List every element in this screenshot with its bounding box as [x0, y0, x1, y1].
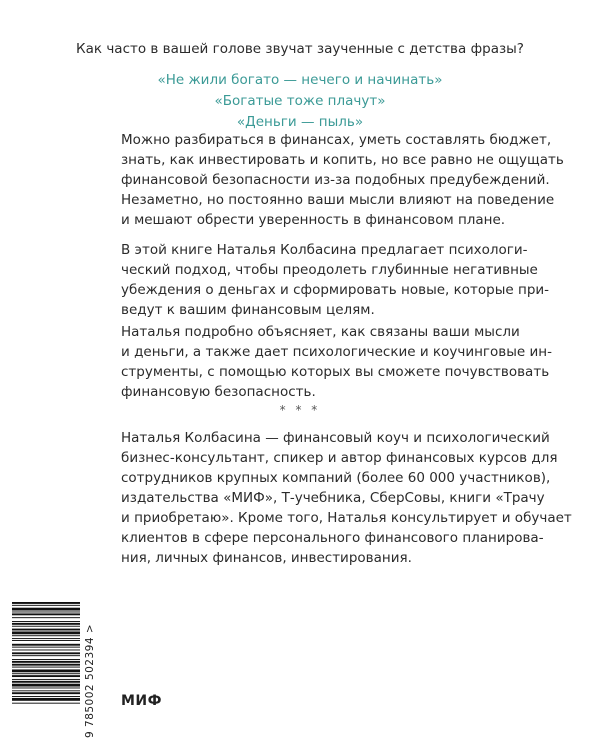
barcode-bar	[12, 661, 80, 663]
quote-1: «Не жили богато — нечего и начинать»	[157, 72, 443, 88]
author-bio	[121, 428, 572, 568]
paragraph-line: и приобретаю». Кроме того, Наталья консультирует и обучает	[121, 510, 572, 526]
barcode-bars	[12, 600, 84, 738]
paragraph-line: ведут к вашим финансовым целям.	[121, 302, 375, 318]
barcode-bar	[12, 629, 80, 631]
paragraph-line: Можно разбираться в финансах, уметь составлять бюджет,	[121, 132, 552, 148]
quote-2: «Богатые тоже плачут»	[214, 93, 386, 109]
paragraph-line: бизнес-консультант, спикер и автор финансовых курсов для	[121, 450, 558, 466]
paragraph-line: клиентов в сфере персонального финансового планирова-	[121, 530, 544, 546]
barcode-bar	[12, 652, 80, 654]
paragraph-line: и мешают обрести уверенность в финансовом плане.	[121, 212, 506, 228]
barcode-bar	[12, 640, 80, 641]
barcode-bar	[12, 613, 80, 615]
paragraph-line: издательства «МИФ», Т-учебника, СберСовы, книги «Трачу	[121, 490, 545, 506]
intro-question: Как часто в вашей голове звучат заученные с детства фразы?	[76, 41, 524, 57]
paragraph-line: финансовой безопасности из-за подобных предубеждений.	[121, 172, 550, 188]
barcode-bar	[12, 679, 80, 680]
paragraph-line: и деньги, а также дает психологические и коучинговые ин-	[121, 344, 552, 360]
barcode-bar	[12, 696, 80, 697]
barcode-bar	[12, 692, 80, 694]
barcode-bar	[12, 667, 80, 668]
barcode-bar	[12, 608, 80, 611]
barcode-bar	[12, 669, 80, 672]
barcode-bar	[12, 644, 80, 646]
barcode-bar	[12, 617, 80, 618]
paragraph-line: В этой книге Наталья Колбасина предлагает психологи-	[121, 242, 528, 258]
barcode-bar	[12, 638, 80, 639]
paragraph-line: Наталья Колбасина — финансовый коуч и психологический	[121, 430, 550, 446]
barcode-bar	[12, 664, 80, 666]
quote-3: «Деньги — пыль»	[236, 114, 364, 130]
barcode-bar	[12, 675, 80, 677]
barcode-bar	[12, 621, 80, 622]
paragraph-line: струменты, с помощью которых вы сможете почувствовать	[121, 364, 550, 380]
paragraph-line: сотрудников крупных компаний (более 60 000 участников),	[121, 470, 551, 486]
barcode-bar	[12, 655, 80, 656]
paragraph-line: финансовую безопасность.	[121, 384, 316, 400]
paragraph-3	[121, 322, 552, 402]
barcode-bar	[12, 673, 80, 674]
paragraph-line: ния, личных финансов, инвестирования.	[121, 550, 412, 566]
section-separator: * * *	[279, 403, 321, 417]
barcode-bar	[12, 684, 80, 687]
paragraph-2	[121, 240, 550, 320]
paragraph-line: знать, как инвестировать и копить, но все равно не ощущать	[121, 152, 564, 168]
paragraph-line: убеждения о деньгах и сформировать новые, которые при-	[121, 282, 550, 298]
barcode-bar	[12, 647, 80, 648]
isbn-barcode	[12, 600, 104, 745]
paragraph-1	[121, 130, 564, 230]
paragraph-line: ческий подход, чтобы преодолеть глубинные негативные	[121, 262, 538, 278]
barcode-bar	[12, 626, 80, 627]
barcode-bar	[12, 690, 80, 691]
barcode-bar	[12, 612, 80, 613]
barcode-bar	[12, 623, 80, 625]
barcode-bar	[12, 635, 80, 636]
barcode-bar	[12, 698, 80, 701]
paragraph-line: Незаметно, но постоянно ваши мысли влияют на поведение	[121, 192, 555, 208]
barcode-bar	[12, 602, 80, 604]
paragraph-line: Наталья подробно объясняет, как связаны ваши мысли	[121, 324, 520, 340]
barcode-bar	[12, 688, 80, 689]
publisher-logo: МИФ	[121, 693, 163, 709]
barcode-bar	[12, 703, 80, 704]
isbn-number: 9 785002 502394 >	[84, 623, 96, 738]
barcode-bar	[12, 605, 80, 606]
barcode-bar	[12, 631, 80, 634]
barcode-bar	[12, 681, 80, 683]
barcode-bar	[12, 650, 80, 651]
quotes-block	[0, 70, 600, 133]
barcode-bar	[12, 659, 80, 660]
